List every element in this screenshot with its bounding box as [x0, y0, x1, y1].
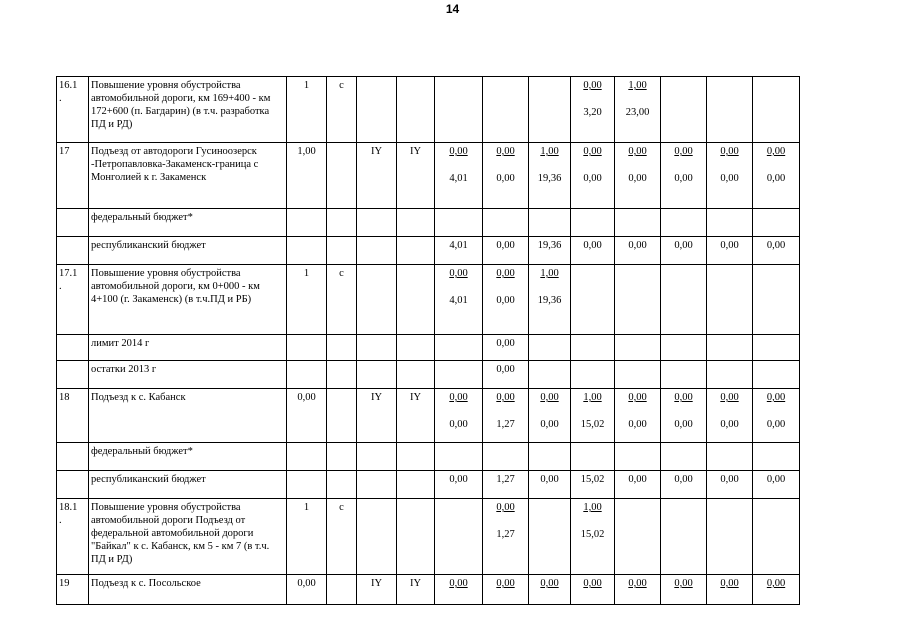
value-cell — [753, 77, 800, 143]
value-top: 1,00 — [583, 502, 602, 513]
row-number: 17 — [57, 143, 89, 209]
value-cell — [707, 265, 753, 335]
value-gap — [437, 404, 480, 418]
value-gap — [573, 267, 612, 281]
value-gap — [755, 267, 797, 281]
value-cell — [529, 575, 571, 605]
value-top: 0,00 — [720, 146, 739, 157]
table-body — [57, 77, 800, 605]
row-name: Подъезд к с. Кабанск — [89, 389, 287, 443]
length-cell — [287, 209, 327, 237]
value-cell: 0,00 — [483, 335, 529, 361]
value-top: 0,00 — [628, 578, 647, 589]
value-bottom: 0,00 — [766, 173, 786, 184]
value-gap — [573, 158, 612, 172]
value-cell — [707, 143, 753, 209]
value-cell: 0,00 — [753, 237, 800, 265]
value-cell — [529, 77, 571, 143]
value-cell — [571, 361, 615, 389]
value-top: 0,00 — [449, 268, 468, 279]
value-cell — [707, 443, 753, 471]
value-bottom: 0,00 — [720, 419, 739, 430]
type-cell: с — [327, 265, 357, 335]
value-cell — [571, 209, 615, 237]
value-cell — [707, 575, 753, 605]
category-before-cell: IY — [357, 389, 397, 443]
value-top: 0,00 — [720, 392, 739, 403]
value-top: 0,00 — [583, 578, 602, 589]
value-cell — [483, 499, 529, 575]
value-cell — [571, 499, 615, 575]
page-number: 14 — [445, 2, 460, 16]
value-gap — [531, 404, 568, 418]
value-gap — [531, 280, 568, 294]
value-top: 0,00 — [583, 146, 602, 157]
value-gap — [709, 590, 750, 604]
value-gap — [709, 267, 750, 281]
row-name: республиканский бюджет — [89, 237, 287, 265]
category-before-cell — [357, 265, 397, 335]
category-before-cell: IY — [357, 143, 397, 209]
length-cell — [287, 335, 327, 361]
value-cell — [435, 143, 483, 209]
value-cell — [661, 143, 707, 209]
value-cell — [435, 335, 483, 361]
value-gap — [617, 267, 658, 281]
value-cell — [753, 361, 800, 389]
row-number: 18 — [57, 389, 89, 443]
row-name: Подъезд к с. Посольское — [89, 575, 287, 605]
value-cell: 15,02 — [571, 471, 615, 499]
length-cell — [287, 237, 327, 265]
value-bottom: 1,27 — [496, 419, 515, 430]
category-before-cell: IY — [357, 575, 397, 605]
length-cell: 1 — [287, 77, 327, 143]
value-gap — [755, 158, 797, 172]
value-cell — [615, 575, 661, 605]
value-cell — [435, 77, 483, 143]
row-name: федеральный бюджет* — [89, 209, 287, 237]
value-cell — [529, 361, 571, 389]
value-bottom: 0,00 — [628, 419, 647, 430]
value-cell — [483, 575, 529, 605]
value-bottom: 0,00 — [496, 173, 515, 184]
value-gap — [755, 501, 797, 515]
value-cell — [529, 499, 571, 575]
value-cell — [571, 443, 615, 471]
type-cell — [327, 143, 357, 209]
value-cell: 0,00 — [529, 471, 571, 499]
category-before-cell — [357, 499, 397, 575]
row-name: Подъезд от автодороги Гусиноозерск -Петропавловка-Закаменск-граница с Монголией к г. Закаменск — [89, 143, 287, 209]
row-number: 16.1 . — [57, 77, 89, 143]
value-cell — [571, 389, 615, 443]
value-top: 0,00 — [674, 146, 693, 157]
value-gap — [531, 79, 568, 93]
row-name: федеральный бюджет* — [89, 443, 287, 471]
value-top: 0,00 — [540, 578, 559, 589]
length-cell — [287, 443, 327, 471]
value-cell: 1,27 — [483, 471, 529, 499]
value-cell — [661, 265, 707, 335]
value-cell — [661, 77, 707, 143]
table-row — [57, 499, 800, 575]
length-cell: 1 — [287, 499, 327, 575]
value-top: 0,00 — [496, 268, 515, 279]
value-bottom: 0,00 — [674, 419, 693, 430]
value-bottom: 15,02 — [580, 419, 605, 430]
table-row — [57, 335, 800, 361]
category-after-cell — [397, 499, 435, 575]
category-after-cell — [397, 443, 435, 471]
value-cell — [707, 361, 753, 389]
value-gap — [709, 501, 750, 515]
value-gap — [663, 267, 704, 281]
value-gap — [485, 79, 526, 93]
value-cell — [529, 209, 571, 237]
value-cell — [571, 77, 615, 143]
category-before-cell — [357, 443, 397, 471]
category-before-cell — [357, 237, 397, 265]
value-top: 0,00 — [449, 578, 468, 589]
table-row — [57, 361, 800, 389]
value-cell — [615, 443, 661, 471]
value-gap — [663, 404, 704, 418]
value-gap — [663, 158, 704, 172]
value-gap — [617, 92, 658, 106]
value-bottom: 0,00 — [496, 295, 515, 306]
value-gap — [437, 280, 480, 294]
category-after-cell — [397, 237, 435, 265]
value-bottom: 15,02 — [580, 529, 605, 540]
value-cell — [661, 575, 707, 605]
length-cell: 1 — [287, 265, 327, 335]
value-cell — [435, 361, 483, 389]
row-number — [57, 209, 89, 237]
value-bottom: 19,36 — [537, 295, 562, 306]
value-gap — [573, 590, 612, 604]
value-cell — [615, 389, 661, 443]
value-cell — [435, 575, 483, 605]
value-gap — [531, 158, 568, 172]
value-cell: 0,00 — [661, 471, 707, 499]
value-bottom: 19,36 — [537, 173, 562, 184]
value-gap — [485, 514, 526, 528]
value-top: 1,00 — [583, 392, 602, 403]
value-cell — [661, 499, 707, 575]
value-bottom: 4,01 — [449, 173, 468, 184]
length-cell — [287, 361, 327, 389]
category-before-cell — [357, 361, 397, 389]
value-cell: 0,00 — [615, 471, 661, 499]
value-gap — [573, 404, 612, 418]
value-gap — [755, 404, 797, 418]
value-cell — [615, 499, 661, 575]
value-cell: 0,00 — [707, 471, 753, 499]
value-gap — [437, 158, 480, 172]
row-name: Повышение уровня обустройства автомобильной дороги, км 0+000 - км 4+100 (г. Закаменск) (в т.ч.ПД и РБ) — [89, 265, 287, 335]
row-number: 18.1 . — [57, 499, 89, 575]
value-bottom: 0,00 — [540, 419, 559, 430]
value-bottom: 0,00 — [583, 173, 602, 184]
value-gap — [485, 590, 526, 604]
value-bottom: 23,00 — [625, 107, 650, 118]
value-cell: 0,00 — [435, 471, 483, 499]
row-number: 19 — [57, 575, 89, 605]
value-cell — [753, 265, 800, 335]
value-cell — [529, 143, 571, 209]
row-name: Повышение уровня обустройства автомобильной дороги Подъезд от федеральной автомобильной дороги "Байкал" к с. Кабанск, км 5 - км 7 (в т.ч. ПД и РД) — [89, 499, 287, 575]
category-after-cell: IY — [397, 143, 435, 209]
value-top: 0,00 — [449, 392, 468, 403]
category-after-cell — [397, 265, 435, 335]
value-cell — [615, 361, 661, 389]
row-number — [57, 237, 89, 265]
table-row — [57, 471, 800, 499]
value-cell — [435, 209, 483, 237]
value-cell — [435, 499, 483, 575]
value-cell — [753, 389, 800, 443]
value-cell: 0,00 — [661, 237, 707, 265]
value-gap — [531, 501, 568, 515]
value-cell: 4,01 — [435, 237, 483, 265]
value-gap — [709, 79, 750, 93]
table-row — [57, 77, 800, 143]
table-row — [57, 389, 800, 443]
length-cell — [287, 471, 327, 499]
value-top: 0,00 — [720, 578, 739, 589]
category-after-cell — [397, 209, 435, 237]
value-gap — [617, 590, 658, 604]
value-bottom: 0,00 — [628, 173, 647, 184]
type-cell — [327, 361, 357, 389]
value-cell — [753, 209, 800, 237]
value-gap — [755, 590, 797, 604]
type-cell — [327, 335, 357, 361]
value-cell: 0,00 — [483, 237, 529, 265]
value-cell — [661, 443, 707, 471]
category-after-cell — [397, 77, 435, 143]
value-gap — [437, 590, 480, 604]
value-bottom: 0,00 — [766, 419, 786, 430]
value-bottom: 0,00 — [720, 173, 739, 184]
value-top: 0,00 — [496, 578, 515, 589]
value-gap — [485, 158, 526, 172]
row-number — [57, 443, 89, 471]
value-cell: 0,00 — [483, 361, 529, 389]
value-cell — [707, 209, 753, 237]
program-table — [56, 76, 800, 605]
value-cell — [753, 443, 800, 471]
value-gap — [617, 404, 658, 418]
value-gap — [663, 590, 704, 604]
value-gap — [485, 404, 526, 418]
length-cell: 1,00 — [287, 143, 327, 209]
value-top: 1,00 — [540, 146, 559, 157]
value-gap — [709, 158, 750, 172]
value-gap — [485, 280, 526, 294]
value-cell — [707, 499, 753, 575]
value-cell — [753, 335, 800, 361]
row-name: лимит 2014 г — [89, 335, 287, 361]
value-top: 0,00 — [496, 146, 515, 157]
value-cell — [571, 335, 615, 361]
value-gap — [573, 514, 612, 528]
value-cell — [435, 265, 483, 335]
value-cell — [753, 143, 800, 209]
category-after-cell: IY — [397, 575, 435, 605]
table-row — [57, 443, 800, 471]
type-cell: с — [327, 499, 357, 575]
value-gap — [663, 501, 704, 515]
category-before-cell — [357, 77, 397, 143]
type-cell — [327, 471, 357, 499]
value-top: 0,00 — [766, 578, 786, 589]
category-before-cell — [357, 209, 397, 237]
table-row — [57, 265, 800, 335]
value-gap — [663, 79, 704, 93]
type-cell — [327, 443, 357, 471]
value-top: 0,00 — [583, 80, 602, 91]
type-cell — [327, 575, 357, 605]
category-after-cell: IY — [397, 389, 435, 443]
value-top: 0,00 — [540, 392, 559, 403]
category-before-cell — [357, 471, 397, 499]
type-cell — [327, 389, 357, 443]
value-cell — [483, 143, 529, 209]
value-gap — [531, 590, 568, 604]
value-cell — [707, 389, 753, 443]
value-cell — [435, 443, 483, 471]
value-bottom: 0,00 — [674, 173, 693, 184]
row-name: Повышение уровня обустройства автомобильной дороги, км 169+400 - км 172+600 (п. Багдарин) (в т.ч. разработка ПД и РД) — [89, 77, 287, 143]
category-after-cell — [397, 361, 435, 389]
value-cell — [483, 209, 529, 237]
value-gap — [617, 158, 658, 172]
value-gap — [437, 79, 480, 93]
value-gap — [437, 501, 480, 515]
type-cell — [327, 237, 357, 265]
value-top: 0,00 — [766, 392, 786, 403]
row-name: республиканский бюджет — [89, 471, 287, 499]
table-row — [57, 575, 800, 605]
length-cell: 0,00 — [287, 575, 327, 605]
value-cell — [615, 143, 661, 209]
table-row — [57, 237, 800, 265]
category-after-cell — [397, 335, 435, 361]
value-gap — [755, 79, 797, 93]
value-top: 0,00 — [766, 146, 786, 157]
row-number — [57, 471, 89, 499]
row-name: остатки 2013 г — [89, 361, 287, 389]
table-row — [57, 143, 800, 209]
value-cell — [529, 335, 571, 361]
value-bottom: 0,00 — [449, 419, 468, 430]
category-after-cell — [397, 471, 435, 499]
value-cell: 0,00 — [707, 237, 753, 265]
value-cell — [661, 361, 707, 389]
value-top: 0,00 — [628, 392, 647, 403]
type-cell — [327, 209, 357, 237]
value-cell — [529, 443, 571, 471]
length-cell: 0,00 — [287, 389, 327, 443]
value-cell — [707, 77, 753, 143]
value-cell — [571, 143, 615, 209]
value-gap — [617, 501, 658, 515]
value-cell — [483, 443, 529, 471]
value-cell — [571, 265, 615, 335]
value-cell — [435, 389, 483, 443]
value-cell: 19,36 — [529, 237, 571, 265]
value-top: 0,00 — [496, 392, 515, 403]
value-bottom: 1,27 — [496, 529, 515, 540]
value-bottom: 4,01 — [449, 295, 468, 306]
category-before-cell — [357, 335, 397, 361]
value-bottom: 3,20 — [583, 107, 602, 118]
value-cell — [529, 265, 571, 335]
value-cell: 0,00 — [615, 237, 661, 265]
value-cell — [483, 389, 529, 443]
row-number: 17.1 . — [57, 265, 89, 335]
value-top: 0,00 — [674, 392, 693, 403]
value-cell — [615, 209, 661, 237]
value-cell — [707, 335, 753, 361]
value-cell — [571, 575, 615, 605]
value-cell — [529, 389, 571, 443]
value-cell — [661, 389, 707, 443]
value-cell — [615, 77, 661, 143]
value-top: 0,00 — [449, 146, 468, 157]
row-number — [57, 361, 89, 389]
value-cell — [615, 265, 661, 335]
value-top: 1,00 — [540, 268, 559, 279]
value-cell — [483, 265, 529, 335]
value-top: 0,00 — [628, 146, 647, 157]
value-cell — [661, 335, 707, 361]
value-cell: 0,00 — [753, 471, 800, 499]
value-top: 0,00 — [496, 502, 515, 513]
table-row — [57, 209, 800, 237]
value-cell — [753, 499, 800, 575]
value-top: 0,00 — [674, 578, 693, 589]
value-cell — [753, 575, 800, 605]
row-number — [57, 335, 89, 361]
value-cell: 0,00 — [571, 237, 615, 265]
value-cell — [661, 209, 707, 237]
value-cell — [483, 77, 529, 143]
value-cell — [615, 335, 661, 361]
type-cell: с — [327, 77, 357, 143]
value-gap — [709, 404, 750, 418]
value-gap — [573, 92, 612, 106]
value-top: 1,00 — [628, 80, 647, 91]
